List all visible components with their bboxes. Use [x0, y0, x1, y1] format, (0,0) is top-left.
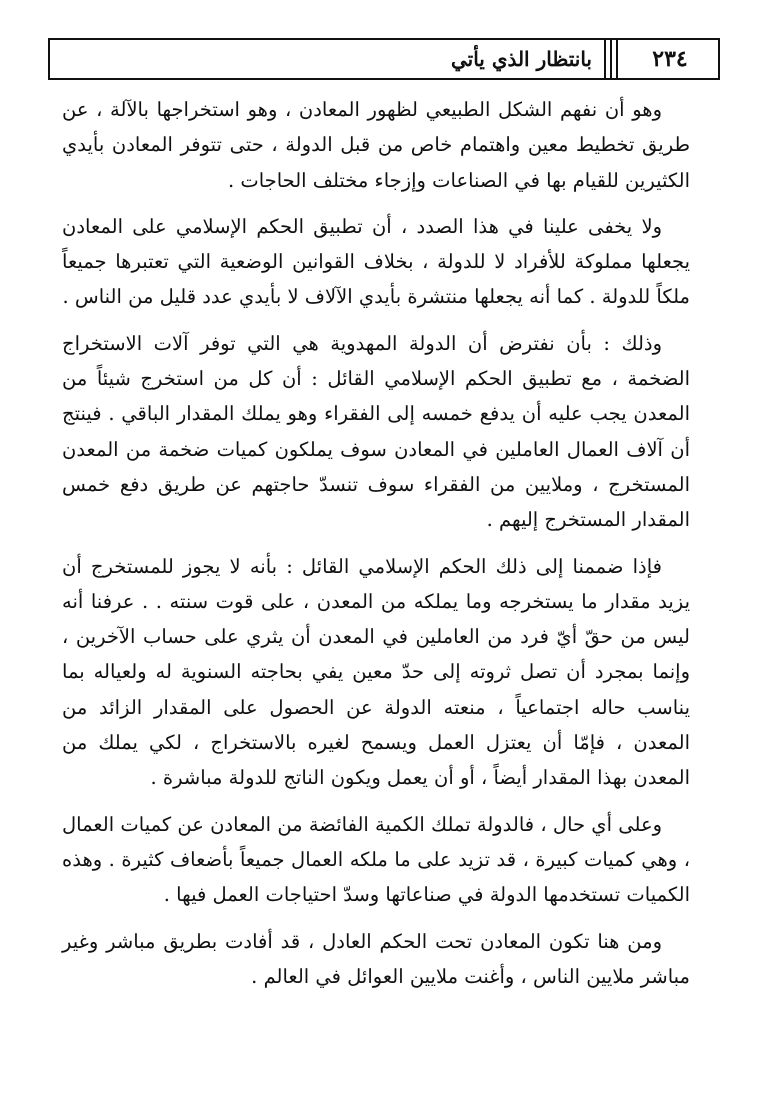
- page-header: [48, 38, 720, 80]
- paragraph-4: فإذا ضممنا إلى ذلك الحكم الإسلامي القائل : بأنه لا يجوز للمستخرج أن يزيد مقدار ما يستخرجه وما يملكه من المعدن ، على قوت سنته . . عرفنا أنه ليس من حقّ أيّ فرد من العاملين في المعدن أن يثري على حساب الآخرين ، وإنما بمجرد أن تصل ثروته إلى حدّ معين يفي بحاجته السنوية له ولعياله بما يناسب حاله اجتماعياً ، منعته الدولة عن الحصول على المقدار الزائد من المعدن ، فإمّا أن يعتزل العمل ويسمح لغيره بالاستخراج ، لكي يملك من المعدن بهذا المقدار أيضاً ، أو أن يعمل ويكون الناتج للدولة مباشرة .: [62, 554, 690, 790]
- paragraph-5: وعلى أي حال ، فالدولة تملك الكمية الفائضة من المعادن عن كميات العمال ، وهي كميات كبيرة ، قد تزيد على ما ملكه العمال جميعاً بأضعاف كثيرة . وهذه الكميات تستخدمها الدولة في صناعاتها وسدّ احتياجات العمل فيها .: [62, 812, 690, 907]
- body-text: [62, 92, 690, 1005]
- paragraph-1: وهو أن نفهم الشكل الطبيعي لظهور المعادن ، وهو استخراجها بالآلة ، عن طريق تخطيط معين واهتمام خاص من قبل الدولة ، حتى تتوفر المعادن بأيدي الكثيرين للقيام بها في الصناعات وإزجاء مختلف الحاجات .: [62, 98, 690, 192]
- page-number: ٢٣٤: [652, 46, 688, 72]
- running-title: بانتظار الذي يأتي: [450, 47, 592, 71]
- paragraph-2: ولا يخفى علينا في هذا الصدد ، أن تطبيق الحكم الإسلامي على المعادن يجعلها مملوكة للأفراد لا للدولة ، بخلاف القوانين الوضعية التي تعتبرها جميعاً ملكاً للدولة . كما أنه يجعلها منتشرة بأيدي الآلاف لا بأيدي عدد قليل من الناس .: [62, 214, 690, 309]
- header-divider: [604, 38, 618, 80]
- paragraph-3: وذلك : بأن نفترض أن الدولة المهدوية هي التي توفر آلات الاستخراج الضخمة ، مع تطبيق الحكم الإسلامي القائل : أن كل من استخرج شيئاً من المعدن يجب عليه أن يدفع خمسه إلى الفقراء وهو يملك المقدار الباقي . فينتج أن آلاف العمال العاملين في المعادن سوف يملكون كميات ضخمة من المعدن المستخرج ، وملايين من الفقراء سوف تنسدّ حاجتهم عن طريق دفع خمس المقدار المستخرج إليهم .: [62, 331, 690, 532]
- paragraph-6: ومن هنا تكون المعادن تحت الحكم العادل ، قد أفادت بطريق مباشر وغير مباشر ملايين الناس ، وأغنت ملايين العوائل في العالم .: [62, 929, 690, 988]
